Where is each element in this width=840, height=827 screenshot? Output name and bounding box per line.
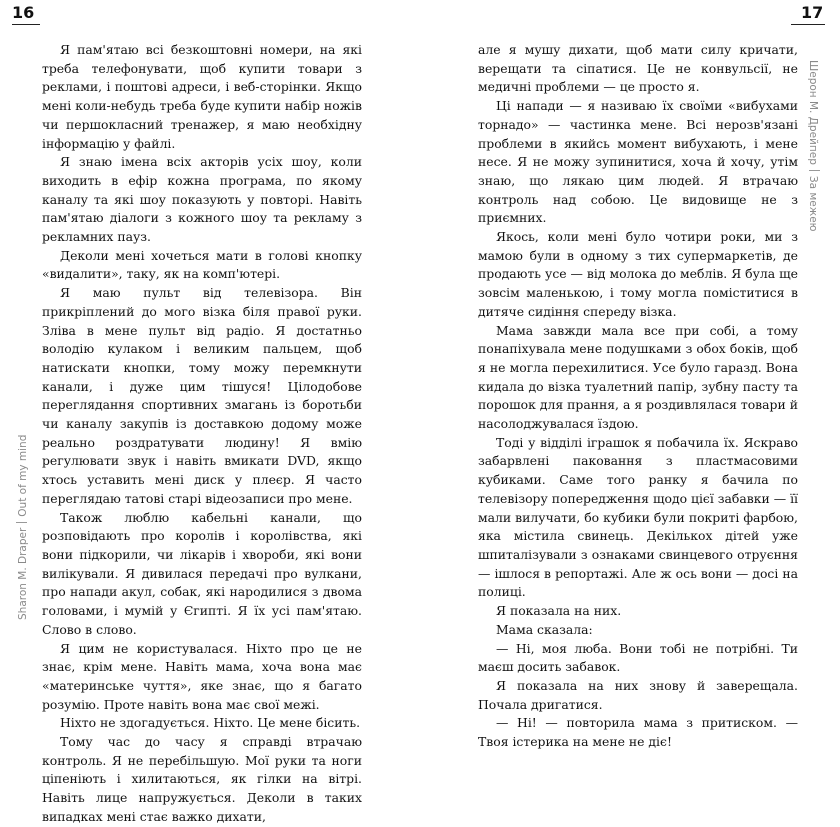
paragraph: Ніхто не здогадується. Ніхто. Це мене бісить. bbox=[60, 715, 361, 731]
running-head-right bbox=[806, 60, 820, 640]
paragraph: Я маю пульт від телевізора. Він прикріплений до мого візка біля правої руки. Зліва в мене пульт від радіо. Я достатньо володію кулаком і великим пальцем, щоб натискати кнопки, тому можу перемкнути канали, і дуже цим тішуся! Цілодобове переглядання спортивних змагань із боротьби чи каналу закупів із доставкою додому може реально роздратувати людину! Я вмію регулювати звук і навіть вмикати DVD, якщо хтось уставить мені диск у плеєр. Я часто переглядаю татові старі відеозаписи про мене. bbox=[42, 285, 362, 506]
paragraph: Я пам'ятаю всі безкоштовні номери, на які треба телефонувати, щоб купити товари з реклами, і поштові адреси, і веб-сторінки. Якщо мені коли-небудь треба буде купити набір ножів чи першокласний тренажер, я маю необхідну інформацію у файлі. bbox=[42, 42, 362, 151]
running-head-title: За межею bbox=[807, 175, 819, 232]
paragraph: Мама сказала: bbox=[496, 621, 593, 637]
paragraph: Також люблю кабельні канали, що розповідають про королів і королівства, які вони підкорили, чи лікарів і хвороби, які вони вилікували. Я дивилася передачі про вулкани, про напади акул, собак, які народилися з двома головами, і мумій у Єгипті. Я їх усі пам'ятаю. Слово в слово. bbox=[42, 509, 362, 637]
left-page-text bbox=[42, 41, 362, 827]
running-head-separator bbox=[16, 522, 27, 523]
page-number-right: 17 bbox=[801, 3, 824, 22]
running-head-author: Шерон М. Дрейпер bbox=[807, 60, 819, 165]
header-rule-right bbox=[791, 24, 825, 25]
paragraph: Я показала на них. bbox=[496, 603, 622, 619]
paragraph: — Ні! — повторила мама з притиском. — Твоя істерика на мене не діє! bbox=[478, 715, 798, 750]
paragraph: — Ні, моя люба. Вони тобі не потрібні. Ти маєш досить забавок. bbox=[478, 640, 798, 675]
paragraph: Я знаю імена всіх акторів усіх шоу, коли виходить в ефір кожна програма, по якому каналу та які шоу показують у повторі. Навіть пам'ятаю діалоги з кожного шоу та рекламу з рекламних пауз. bbox=[42, 154, 362, 245]
page-number-left: 16 bbox=[12, 3, 35, 22]
paragraph: Тоді у відділі іграшок я побачила їх. Яскраво забарвлені паковання з пластмасовими кубиками. Саме того ранку я бачила по телевізору попередження щодо цієї забавки — її мали вилучати, бо кубики були покриті фарбою, яка містила свинець. Декількох дітей уже шпиталізували з ознаками свинцевого отруєння — ішлося в репортажі. Але ж ось вони — досі на полиці. bbox=[478, 434, 798, 600]
paragraph: Якось, коли мені було чотири роки, ми з мамою були в одному з тих супермаркетів, де продають усе — від молока до меблів. Я була ще зовсім маленькою, і тому могла поміститися в дитяче сидіння спереду візка. bbox=[478, 229, 798, 319]
paragraph: Я показала на них знову й заверещала. Почала дригатися. bbox=[478, 677, 798, 712]
right-page-text bbox=[478, 41, 798, 752]
header-rule-left bbox=[12, 24, 40, 25]
paragraph: Я цим не користувалася. Ніхто про це не знає, крім мене. Навіть мама, хоча вона має «материнське чуття», яке знає, що я багато розумію. Проте навіть вона має свої межі. bbox=[42, 640, 362, 712]
paragraph: Ці напади — я називаю їх своїми «вибухами торнадо» — частинка мене. Всі нерозв'язані проблеми в якийсь момент вибухають, і мене несе. Я не можу зупинитися, хоча й хочу, утім знаю, що лякаю цим людей. Я втрачаю контроль над собою. Це видовище не з приємних. bbox=[478, 98, 798, 226]
running-head-left bbox=[16, 40, 30, 620]
paragraph: але я мушу дихати, щоб мати силу кричати, верещати та сіпатися. Це не конвульсії, не медичні проблеми — це просто я. bbox=[478, 42, 798, 95]
running-head-title: Out of my mind bbox=[17, 434, 29, 517]
running-head-author: Sharon M. Draper bbox=[17, 527, 29, 620]
paragraph: Деколи мені хочеться мати в голові кнопку «видалити», таку, як на комп'ютері. bbox=[42, 247, 362, 282]
running-head-separator bbox=[809, 170, 820, 171]
paragraph: Мама завжди мала все при собі, а тому понапіхувала мене подушками з обох боків, щоб я не могла перехилитися. Усе було гаразд. Вона кидала до візка туалетний папір, зубну пасту та порошок для прання, а я роздивлялася товари й насолоджувалася їздою. bbox=[478, 322, 798, 432]
paragraph: Тому час до часу я справді втрачаю контроль. Я не перебільшую. Мої руки та ноги ціпеніють і хилитаються, як гілки на вітрі. Навіть лице напружується. Деколи в таких випадках мені стає важко дихати, bbox=[42, 734, 362, 824]
